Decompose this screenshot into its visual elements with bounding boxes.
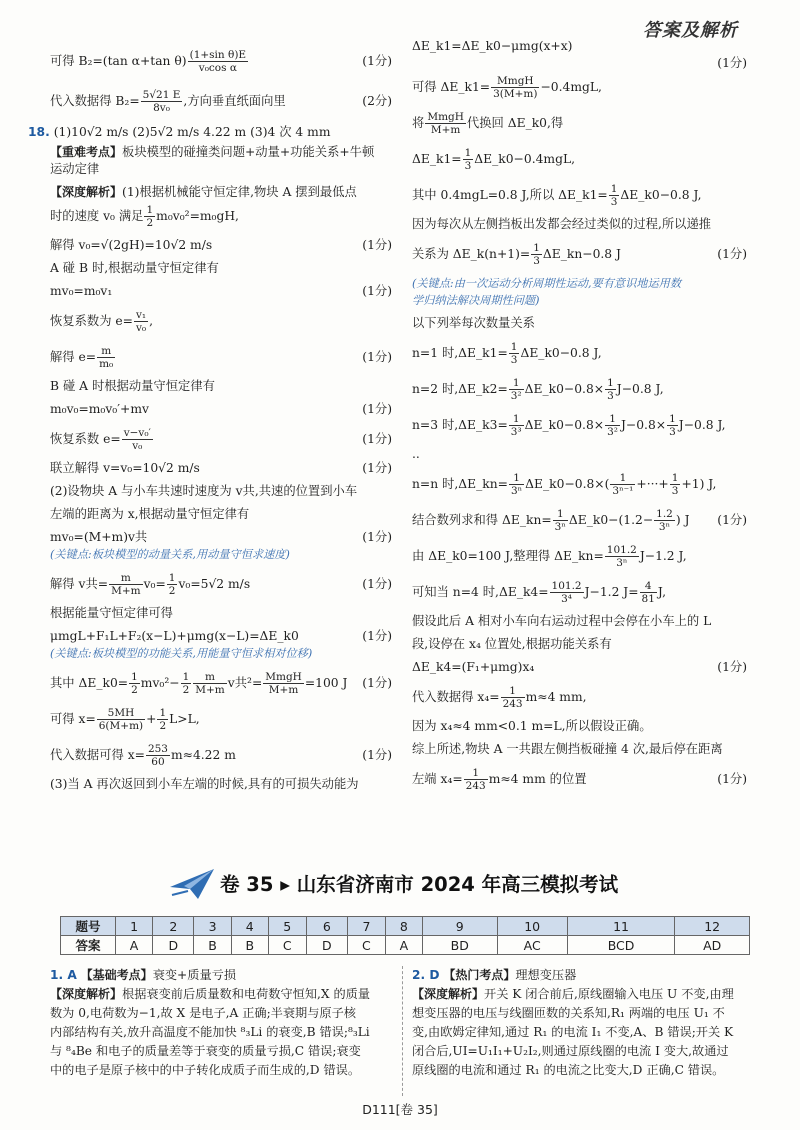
key-point-note: (关键点:板块模型的动量关系,用动量守恒求速度) (50, 548, 290, 561)
right-column: ΔE_k1=ΔE_k0−μmg(x+x) (1分) 可得 ΔE_k1= $\frac{\text{MmgH}}{3(M+m)}$ −0.4mgL, 将 $\frac{\text{MmgH}}{M+m}$ 代换回 ΔE_k0,得 ΔE_k1= $\frac{1}{3}$ ΔE_k0−0.4mgL, 其中 0.4mgL=0.8 J,所以 ΔE_k1= $\frac{1}{3}$ ΔE_k0−0.8 J, 因为每次从左侧挡板出发都会经过类似的过程,所以递推 关系为 ΔE_k(n+1)= $\frac{1}{3}$ ΔE_kn−0.8 J (1分) (关键点:由一次运动分析周期性运动,要有意识地运用数 学归纳法解决周期性问题) 以下列举每次数量关系 n=1 时,ΔE_k1= $\frac{1}{3}$ ΔE_k0−0.8 J, n=2 时,ΔE_k2= $\frac{1}{\text{3²}}$ ΔE_k0−0.8× $\frac{1}{3}$ J−0.8 J, n=3 时,ΔE_k3= $\frac{1}{\text{3³}}$ ΔE_k0−0.8× $\frac{1}{\text{3²}}$ J−0.8× $\frac{1}{3}$ J−0.8 J, .. n=n 时,ΔE_kn= $\frac{1}{\text{3ⁿ}}$ ΔE_k0−0.8×( $\frac{1}{\text{3ⁿ⁻¹}}$ +···+ $\frac{1}{3}$ +1) J, 结合数列求和得 ΔE_kn= $\frac{1}{\text{3ⁿ}}$ ΔE_k0−(1.2− $\frac{1.2}{\text{3ⁿ}}$ ) J (1分) 由 ΔE_k0=100 J,整理得 ΔE_kn= $\frac{101.2}{\text{3ⁿ}}$ J−1.2 J, 可知当 n=4 时,ΔE_k4= $\frac{101.2}{\text{3⁴}}$ J−1.2 J= $\frac{4}{81}$ J, 假设此后 A 相对小车向右运动过程中会停在小车上的 L 段,设停在 x₄ 位置处,根据功能关系有 ΔE_k4=(F₁+μmg)x₄ (1分) 代入数据得 x₄= $\frac{1}{243}$ m≈4 mm, 因为 x₄≈4 mm<0.1 m=L,所以假设正确。 综上所述,物块 A 一共跟左侧挡板碰撞 4 次,最后停在距离 左端 x₄= $\frac{1}{243}$ m≈4 mm 的位置 (1分) (412, 39, 747, 792)
question-number: 18. (28, 125, 50, 139)
fraction: $\frac{m}{M+m}$ (195, 671, 225, 696)
explanation-q2: 2. D 【热门考点】理想变压器 【深度解析】开关 K 闭合前后,原线圈输入电压 U 不变,由理 想变压器的电压与线圈匝数的关系知,R₁ 两端的电压 U₁ 不 变,由欧姆定律知,通过 R₁ 的电流 I₁ 不变,A、B 错误;开关 K 闭合后,UI=U₁I₁+U₂I₂,则通过原线圈的电流 I 变大,故通过 原线圈的电流和通过 R₁ 的电流之比变大,D 正确,C 错误。 (412, 968, 734, 1077)
fraction: $\frac{1}{\text{3ⁿ}}$ (510, 472, 523, 497)
fraction: $\frac{1}{3}$ (464, 147, 472, 172)
fraction: $\frac{\text{MmgH}}{3(M+m)}$ (493, 75, 538, 100)
fraction: $\frac{1}{3}$ (607, 377, 614, 402)
fraction: $\frac{1}{2}$ (146, 204, 154, 229)
key-point-note: (关键点:由一次运动分析周期性运动,要有意识地运用数 (412, 277, 682, 290)
fraction: $\frac{1}{\text{3ⁿ⁻¹}}$ (612, 472, 634, 497)
fraction: $\frac{1}{243}$ (502, 685, 523, 710)
running-header: 答案及解析 (643, 20, 738, 41)
fraction: $\frac{\text{v−v₀′}}{\text{v₀}}$ (123, 427, 151, 452)
row-label: 答案 (61, 936, 116, 955)
fraction: $\frac{\text{MmgH}}{M+m}$ (265, 671, 302, 696)
fraction: $\frac{1}{2}$ (182, 671, 190, 696)
fraction: $\frac{\text{MmgH}}{M+m}$ (427, 111, 464, 136)
question-18-answer: 18. (1)10√2 m/s (2)5√2 m/s 4.22 m (3)4 次 4 mm (28, 125, 331, 139)
fraction: $\frac{m}{\text{m₀}}$ (99, 345, 114, 370)
fraction: $\frac{1}{\text{3³}}$ (510, 413, 522, 438)
left-column: 可得 B₂=(tan α+tan θ) $\frac{\text{(1+sin θ)E}}{\text{v₀cos α}}$ (1分) 代入数据得 B₂= $\frac{5√21 E}{\text{8v₀}}$ ,方向垂直纸面向里 (2分) 18. (1)10√2 m/s (2)5√2 m/s 4.22 m (3)4 次 4 mm 【重难考点】板块模型的碰撞类问题+动量+功能关系+牛顿 运动定律 【深度解析】(1)根据机械能守恒定律,物块 A 摆到最低点 时的速度 v₀ 满足 $\frac{1}{2}$ m₀v₀²=m₀gH, 解得 v₀=√(2gH)=10√2 m/s (1分) A 碰 B 时,根据动量守恒定律有 mv₀=m₀v₁ (1分) 恢复系数为 e= $\frac{\text{v₁}}{\text{v₀}}$ , 解得 e= $\frac{m}{\text{m₀}}$ (1分) B 碰 A 时根据动量守恒定律有 m₀v₀=m₀v₀′+mv (1分) 恢复系数 e= $\frac{\text{v−v₀′}}{\text{v₀}}$ (1分) 联立解得 v=v₀=10√2 m/s (1分) (2)设物块 A 与小车共速时速度为 v共,共速的位置到小车 左端的距离为 x,根据动量守恒定律有 mv₀=(M+m)v共 (1分) (关键点:板块模型的动量关系,用动量守恒求速度) 解得 v共= $\frac{m}{M+m}$ v₀= $\frac{1}{2}$ v₀=5√2 m/s (1分) 根据能量守恒定律可得 μmgL+F₁L+F₂(x−L)+μmg(x−L)=ΔE_k0 (1分) (关键点:板块模型的功能关系,用能量守恒求相对位移) 其中 ΔE_k0= $\frac{1}{2}$ mv₀²− $\frac{1}{2}$ $\frac{m}{M+m}$ v共²= $\frac{\text{MmgH}}{M+m}$ =100 J (1分) 可得 x= $\frac{5MH}{6(M+m)}$ + $\frac{1}{2}$ L>L, 代入数据可得 x= $\frac{253}{60}$ m≈4.22 m (1分) (3)当 A 再次返回到小车左端的时候,具有的可损失动能为 (50, 44, 392, 793)
fraction: $\frac{1}{\text{3ⁿ}}$ (554, 508, 566, 533)
score-mark: (2分) (362, 94, 392, 108)
solution-line: 可得 B₂=(tan α+tan θ) $\frac{\text{(1+sin θ)E}}{\text{v₀cos α}}$ (1分) (50, 44, 392, 78)
fraction: $\frac{1}{3}$ (671, 472, 679, 497)
banner-title: 卷 35 ▸ 山东省济南市 2024 年高三模拟考试 (220, 873, 619, 896)
fraction: $\frac{253}{60}$ (147, 743, 168, 768)
fraction: $\frac{1}{\text{3²}}$ (510, 377, 522, 402)
fraction: $\frac{1}{2}$ (159, 707, 167, 732)
fraction: $\frac{\text{v₁}}{\text{v₀}}$ (135, 309, 147, 334)
solution-line: 代入数据得 B₂= $\frac{5√21 E}{\text{8v₀}}$ ,方向垂直纸面向里 (2分) (50, 84, 392, 118)
column-divider (402, 966, 403, 1096)
page-number: D111[卷 35] (362, 1102, 438, 1117)
fraction: $\frac{1}{2}$ (131, 671, 138, 696)
score-mark: (1分) (362, 54, 392, 68)
paper-plane-icon (168, 867, 216, 901)
fraction: $\frac{1}{3}$ (510, 341, 518, 366)
fraction: $\frac{1}{\text{3²}}$ (607, 413, 618, 438)
tag-deep-analysis: 【深度解析】 (50, 185, 123, 199)
key-point-note: (关键点:板块模型的功能关系,用能量守恒求相对位移) (50, 647, 313, 660)
fraction: $\frac{\text{(1+sin θ)E}}{\text{v₀cos α}}$ (189, 49, 247, 74)
answer-table (60, 916, 750, 955)
fraction: $\frac{1}{243}$ (465, 767, 486, 792)
exam-banner (168, 867, 628, 901)
fraction: $\frac{1}{3}$ (669, 413, 676, 438)
fraction: $\frac{m}{M+m}$ (111, 572, 141, 597)
tag-key-topic: 【重难考点】 (50, 145, 123, 159)
fraction: $\frac{5√21 E}{\text{8v₀}}$ (142, 89, 181, 114)
fraction: $\frac{101.2}{\text{3⁴}}$ (551, 580, 582, 605)
fraction: $\frac{1}{2}$ (168, 572, 176, 597)
fraction: $\frac{4}{81}$ (641, 580, 655, 605)
fraction: $\frac{5MH}{6(M+m)}$ (98, 707, 144, 732)
fraction: $\frac{101.2}{\text{3ⁿ}}$ (606, 544, 637, 569)
explanation-q1: 1. A 【基础考点】衰变+质量亏损 【深度解析】根据衰变前后质量数和电荷数守恒知,X 的质量 数为 0,电荷数为−1,故 X 是电子,A 正确;半衰期与原子核 内部结构有关,放升高温度不能加快 ⁸₃Li 的衰变,B 错误;⁸₃Li 与 ⁸₄Be 和电子的质量差等于衰变的质量亏损,C 错误;衰变 中的电子是原子核中的中子转化成质子而生成的,D 错误。 (50, 968, 371, 1077)
row-label: 题号 (61, 917, 116, 936)
key-topic-line: 【重难考点】板块模型的碰撞类问题+动量+功能关系+牛顿 (50, 145, 375, 159)
fraction: $\frac{1}{3}$ (610, 183, 618, 208)
fraction: $\frac{1}{3}$ (533, 242, 540, 267)
table-row: 题号 1 2 3 4 5 6 7 8 9 10 11 12 (61, 917, 750, 936)
fraction: $\frac{1.2}{\text{3ⁿ}}$ (656, 508, 673, 533)
table-row: 答案 A D B B C D C A BD AC BCD AD (61, 936, 750, 955)
